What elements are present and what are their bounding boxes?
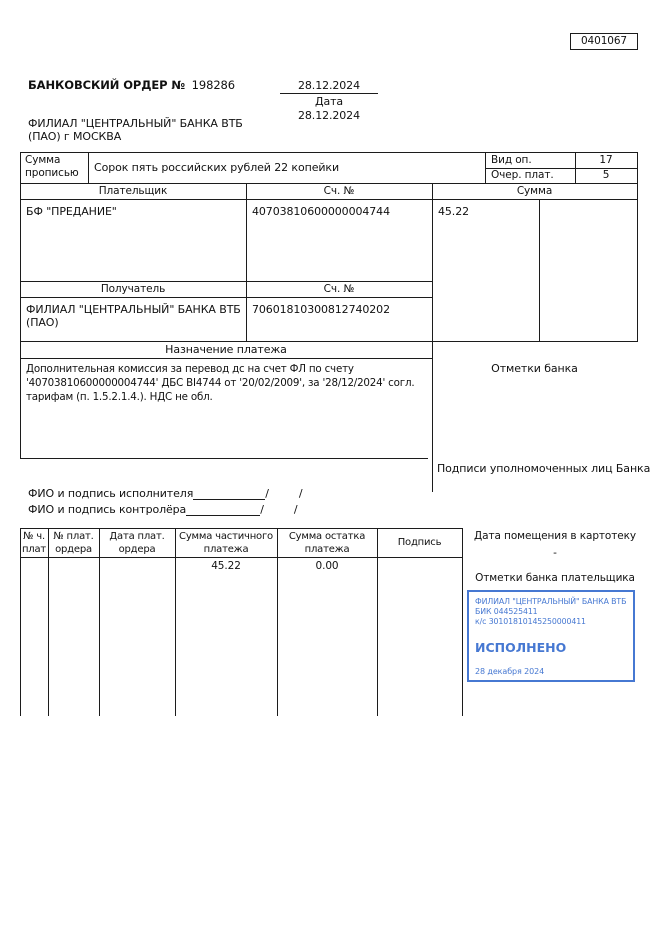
bank-name-line2: (ПАО) г МОСКВА — [28, 130, 122, 143]
receiver-name-line2: (ПАО) — [26, 316, 59, 329]
divider — [432, 183, 433, 492]
amount-column-label: Сумма — [516, 185, 553, 197]
slash: / — [265, 487, 269, 500]
column-header-line: платежа — [203, 543, 249, 555]
column-header-line: Сумма остатка — [288, 531, 366, 542]
slash: / — [298, 487, 303, 500]
divider — [88, 152, 89, 183]
executor-signature-label: ФИО и подпись исполнителя — [28, 487, 194, 500]
date-value-bottom: 28.12.2024 — [298, 109, 360, 122]
partial-amount-value: 45.22 — [211, 560, 241, 572]
payer-section-label: Плательщик — [98, 185, 168, 197]
column-header-order-number — [48, 531, 99, 556]
purpose-text-line1: Дополнительная комиссия за перевод дс на счет ФЛ по счету — [26, 363, 354, 375]
divider — [20, 358, 432, 359]
op-kind-label: Вид оп. — [491, 154, 532, 166]
divider — [462, 528, 463, 716]
divider — [20, 297, 432, 298]
receiver-section-label: Получатель — [100, 283, 166, 295]
bank-signatures-label: Подписи уполномоченных лиц Банка — [437, 462, 651, 475]
divider — [20, 341, 638, 342]
stamp-date: 28 декабря 2024 — [475, 667, 545, 676]
divider — [20, 528, 21, 716]
receiver-account: 70601810300812740202 — [252, 303, 390, 316]
date-underline — [280, 93, 378, 94]
bank-execution-stamp — [467, 590, 635, 682]
divider — [637, 152, 638, 342]
stamp-corr-account: к/с 30101810145250000411 — [475, 617, 586, 626]
stamp-bank-name: ФИЛИАЛ "ЦЕНТРАЛЬНЫЙ" БАНКА ВТБ — [475, 597, 627, 606]
divider — [20, 183, 638, 184]
divider — [20, 152, 638, 153]
date-value-top: 28.12.2024 — [298, 79, 360, 92]
divider — [20, 528, 462, 529]
column-header-part-number — [20, 531, 48, 556]
receiver-account-label: Сч. № — [323, 283, 355, 295]
stamp-bik: БИК 044525411 — [475, 607, 538, 616]
receiver-name-line1: ФИЛИАЛ "ЦЕНТРАЛЬНЫЙ" БАНКА ВТБ — [26, 303, 241, 316]
payer-name: БФ "ПРЕДАНИЕ" — [26, 205, 117, 218]
column-header-signature — [377, 537, 462, 550]
divider — [539, 199, 540, 341]
column-header-line: № ч. — [23, 531, 45, 542]
form-code-box — [570, 33, 638, 50]
payer-account-label: Сч. № — [323, 185, 355, 197]
divider — [377, 528, 378, 716]
column-header-order-date — [99, 531, 175, 556]
divider — [20, 557, 462, 558]
divider — [485, 152, 486, 183]
column-header-line: платежа — [304, 543, 350, 555]
divider — [277, 528, 278, 716]
payment-amount: 45.22 — [438, 205, 469, 218]
amount-words-label-line1: Сумма — [25, 154, 61, 166]
divider — [175, 528, 176, 716]
column-header-line: ордера — [118, 543, 156, 555]
purpose-text — [26, 362, 414, 404]
column-header-partial-amount — [175, 531, 277, 556]
amount-in-words-value: Сорок пять российских рублей 22 копейки — [94, 161, 340, 174]
date-label: Дата — [314, 95, 344, 108]
column-header-remaining-amount — [277, 531, 377, 556]
purpose-section-label: Назначение платежа — [165, 343, 287, 356]
payer-account: 40703810600000004744 — [252, 205, 390, 218]
purpose-text-line2: '40703810600000004744' ДБС BI4744 от '20/02/2009', за '28/12/2024' согл. — [26, 377, 415, 389]
bank-marks-label: Отметки банка — [491, 362, 578, 375]
bank-name-line1: ФИЛИАЛ "ЦЕНТРАЛЬНЫЙ" БАНКА ВТБ — [28, 117, 243, 130]
amount-words-label-line2: прописью — [25, 167, 79, 179]
column-header-line: Дата плат. — [109, 531, 165, 542]
payment-order-label: Очер. плат. — [491, 169, 554, 181]
column-header-line: Подпись — [397, 537, 442, 548]
document-title-row — [28, 79, 235, 92]
divider — [99, 528, 100, 716]
divider — [20, 458, 428, 459]
payment-order-value: 5 — [602, 169, 610, 181]
divider — [246, 183, 247, 341]
purpose-text-line3: тарифам (п. 1.5.2.1.4.). НДС не обл. — [26, 391, 213, 403]
column-header-line: плат — [21, 543, 47, 555]
divider — [48, 528, 49, 716]
column-header-line: № плат. — [53, 531, 94, 542]
controller-signature-row — [28, 502, 297, 516]
signature-blank-line — [186, 503, 260, 516]
document-title: БАНКОВСКИЙ ОРДЕР № — [28, 78, 186, 92]
column-header-line: ордера — [55, 543, 92, 555]
card-file-date-value: - — [553, 547, 557, 559]
slash: / — [293, 503, 298, 516]
form-code: 0401067 — [580, 35, 628, 47]
order-number: 198286 — [191, 78, 235, 92]
stamp-status: ИСПОЛНЕНО — [475, 640, 567, 655]
payer-bank-marks-label: Отметки банка плательщика — [475, 572, 635, 584]
signature-blank-line — [193, 487, 265, 500]
executor-signature-row — [28, 486, 302, 500]
slash: / — [260, 503, 264, 516]
column-header-line: Сумма частичного — [179, 531, 273, 542]
card-file-date-label: Дата помещения в картотеку — [474, 530, 636, 542]
op-kind-value: 17 — [599, 154, 613, 166]
remaining-amount-value: 0.00 — [315, 560, 339, 572]
divider — [20, 281, 432, 282]
controller-signature-label: ФИО и подпись контролёра — [28, 503, 187, 516]
divider — [20, 199, 638, 200]
